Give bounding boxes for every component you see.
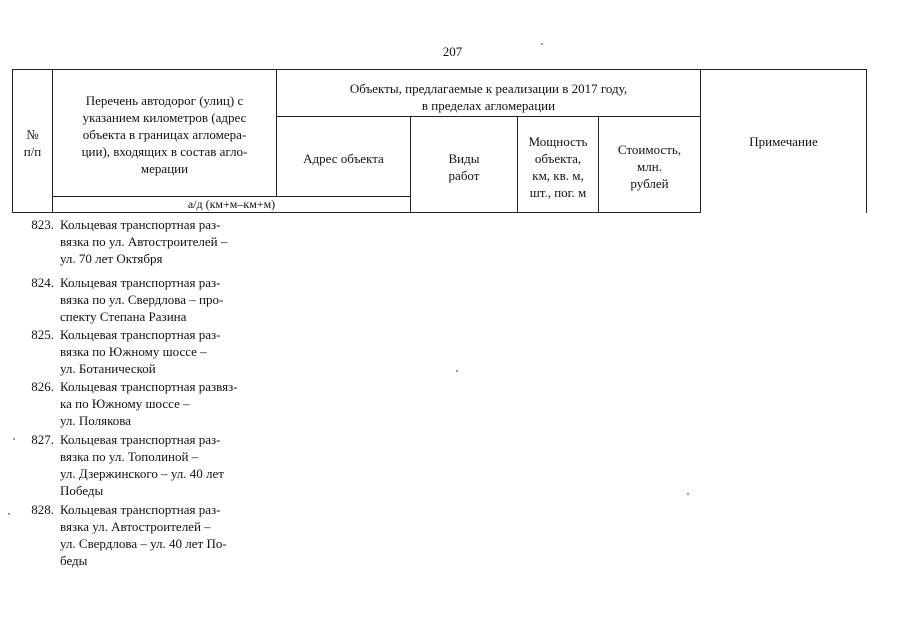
header-objects-group: Объекты, предлагаемые к реализации в 2017 году, в пределах агломерации bbox=[349, 81, 628, 113]
row-number: 826. bbox=[31, 379, 54, 394]
header-roads: Перечень автодорог (улиц) с указанием километров (адрес объекта в границах агломера- ции), входящих в состав агло- мерации bbox=[81, 93, 248, 176]
scan-speck bbox=[456, 370, 458, 372]
row-road: Кольцевая транспортная раз- вязка по ул. Тополиной – ул. Дзержинского – ул. 40 лет Победы bbox=[60, 432, 224, 498]
table-top-border bbox=[12, 69, 867, 70]
header-capacity: Мощность объекта, км, кв. м, шт., пог. м bbox=[528, 134, 588, 200]
row-road: Кольцевая транспортная развяз- ка по Южному шоссе – ул. Полякова bbox=[60, 379, 238, 428]
table-header-bottom-border bbox=[12, 212, 700, 213]
row-road: Кольцевая транспортная раз- вязка по Южному шоссе – ул. Ботанической bbox=[60, 327, 221, 376]
header-roads-unit: а/д (км+м–км+м) bbox=[187, 197, 276, 211]
scan-speck bbox=[8, 513, 10, 515]
header-address: Адрес объекта bbox=[303, 151, 384, 166]
header-works: Виды работ bbox=[448, 151, 480, 183]
row-number: 827. bbox=[31, 432, 54, 447]
row-road: Кольцевая транспортная раз- вязка по ул. Свердлова – про- спекту Степана Разина bbox=[60, 275, 224, 324]
scan-speck bbox=[541, 43, 543, 45]
header-note: Примечание bbox=[749, 134, 818, 149]
objects-subheader-border bbox=[276, 116, 700, 117]
row-number: 825. bbox=[31, 327, 54, 342]
scan-speck bbox=[687, 493, 689, 495]
page-number: 207 bbox=[442, 44, 463, 59]
row-road: Кольцевая транспортная раз- вязка ул. Автостроителей – ул. Свердлова – ул. 40 лет По- беды bbox=[60, 502, 227, 568]
header-cost: Стоимость, млн. рублей bbox=[617, 142, 682, 191]
row-road: Кольцевая транспортная раз- вязка по ул. Автостроителей – ул. 70 лет Октября bbox=[60, 217, 228, 266]
header-num: № п/п bbox=[23, 127, 42, 159]
row-number: 828. bbox=[31, 502, 54, 517]
scan-speck bbox=[13, 438, 15, 440]
table-right-border bbox=[866, 69, 867, 213]
row-number: 824. bbox=[31, 275, 54, 290]
row-number: 823. bbox=[31, 217, 54, 232]
